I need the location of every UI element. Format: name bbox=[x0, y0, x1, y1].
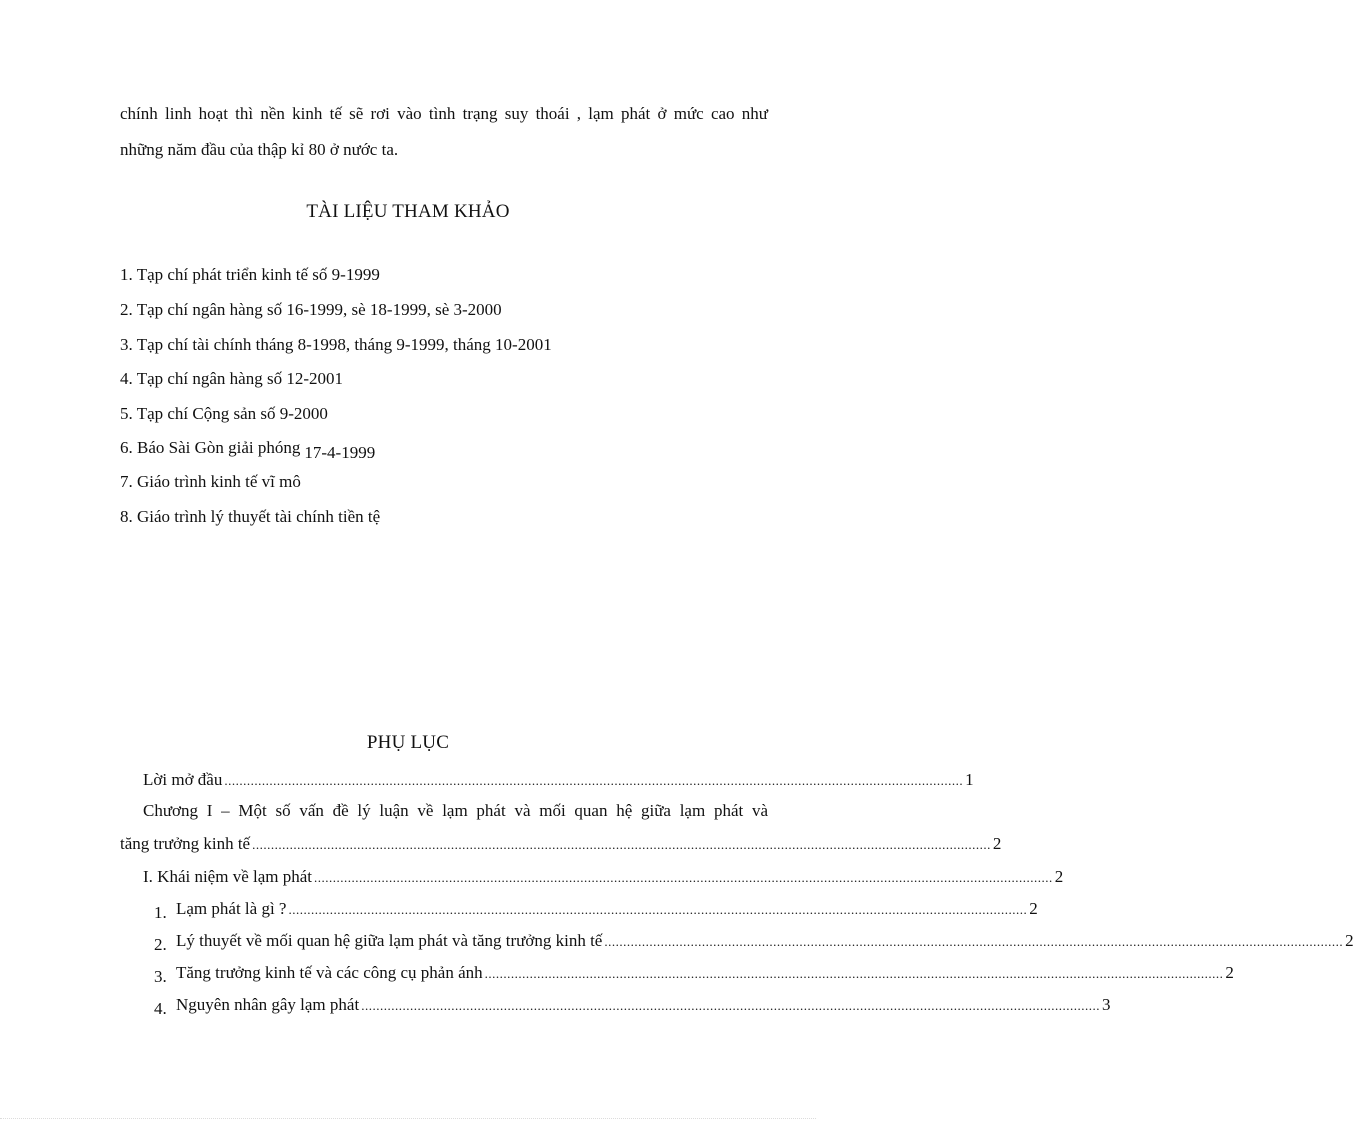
reference-item-5: 5. Tạp chí Cộng sản số 9-2000 bbox=[120, 404, 328, 423]
toc-label: Lý thuyết về mối quan hệ giữa lạm phát và tăng trưởng kinh tế bbox=[176, 931, 603, 950]
toc-row-subitem-3 bbox=[176, 963, 1234, 983]
intro-line-1: chính linh hoạt thì nền kinh tế sẽ rơi vào tình trạng suy thoái , lạm phát ở mức cao như bbox=[120, 104, 768, 123]
toc-leader: ..................................................................................................................................................................................................... bbox=[604, 934, 1344, 949]
toc-leader: ..................................................................................................................................................................................................... bbox=[252, 837, 991, 852]
toc-row-section1 bbox=[143, 867, 1064, 887]
toc-label: Lời mở đầu bbox=[143, 770, 223, 789]
toc-leader: ..................................................................................................................................................................................................... bbox=[361, 998, 1100, 1013]
toc-label: tăng trưởng kinh tế bbox=[120, 834, 251, 853]
toc-subitem-number: 4. bbox=[154, 999, 167, 1018]
intro-line-2: những năm đầu của thập kỉ 80 ở nước ta. bbox=[120, 140, 399, 159]
toc-subitem-number: 1. bbox=[154, 903, 167, 922]
toc-page-number: 2 bbox=[1054, 867, 1064, 886]
toc-label: Tăng trưởng kinh tế và các công cụ phản ánh bbox=[176, 963, 483, 982]
toc-row-opening bbox=[143, 770, 974, 790]
toc-row-chapter1 bbox=[120, 834, 1002, 854]
reference-item-6 bbox=[120, 438, 376, 462]
reference-item-2: 2. Tạp chí ngân hàng số 16-1999, sè 18-1999, sè 3-2000 bbox=[120, 300, 502, 319]
toc-subitem-number: 3. bbox=[154, 967, 167, 986]
reference-item-4: 4. Tạp chí ngân hàng số 12-2001 bbox=[120, 369, 344, 388]
toc-leader: ..................................................................................................................................................................................................... bbox=[314, 870, 1053, 885]
toc-row-subitem-1 bbox=[176, 899, 1038, 919]
toc-page-number: 2 bbox=[992, 834, 1002, 853]
toc-page-number: 2 bbox=[1345, 931, 1354, 950]
reference-item-6-label: 6. Báo Sài Gòn giải phóng bbox=[120, 438, 301, 457]
toc-page-number: 2 bbox=[1225, 963, 1234, 982]
toc-subitem-number: 2. bbox=[154, 935, 167, 954]
toc-page-number: 1 bbox=[965, 770, 974, 789]
toc-label: Lạm phát là gì ? bbox=[176, 899, 287, 918]
page-bottom-border bbox=[0, 1118, 816, 1119]
toc-label: I. Khái niệm về lạm phát bbox=[143, 867, 313, 886]
reference-item-1: 1. Tạp chí phát triển kinh tế số 9-1999 bbox=[120, 265, 380, 284]
reference-item-7: 7. Giáo trình kinh tế vĩ mô bbox=[120, 472, 301, 491]
toc-leader: ..................................................................................................................................................................................................... bbox=[484, 966, 1224, 981]
toc-label: Nguyên nhân gây lạm phát bbox=[176, 995, 360, 1014]
toc-row-subitem-2 bbox=[176, 931, 1354, 951]
reference-item-3: 3. Tạp chí tài chính tháng 8-1998, tháng 9-1999, tháng 10-2001 bbox=[120, 335, 552, 354]
toc-leader: ..................................................................................................................................................................................................... bbox=[288, 902, 1028, 917]
toc-leader: ..................................................................................................................................................................................................... bbox=[224, 773, 964, 788]
toc-page-number: 3 bbox=[1101, 995, 1111, 1014]
reference-item-6-date: 17-4-1999 bbox=[304, 443, 376, 462]
appendix-title: PHỤ LỤC bbox=[366, 732, 450, 753]
toc-chapter1-line1: Chương I – Một số vấn đề lý luận về lạm phát và mối quan hệ giữa lạm phát và bbox=[143, 801, 768, 820]
references-title: TÀI LIỆU THAM KHẢO bbox=[306, 201, 510, 222]
toc-row-subitem-4 bbox=[176, 995, 1111, 1015]
toc-page-number: 2 bbox=[1029, 899, 1038, 918]
reference-item-8: 8. Giáo trình lý thuyết tài chính tiền tệ bbox=[120, 507, 381, 526]
